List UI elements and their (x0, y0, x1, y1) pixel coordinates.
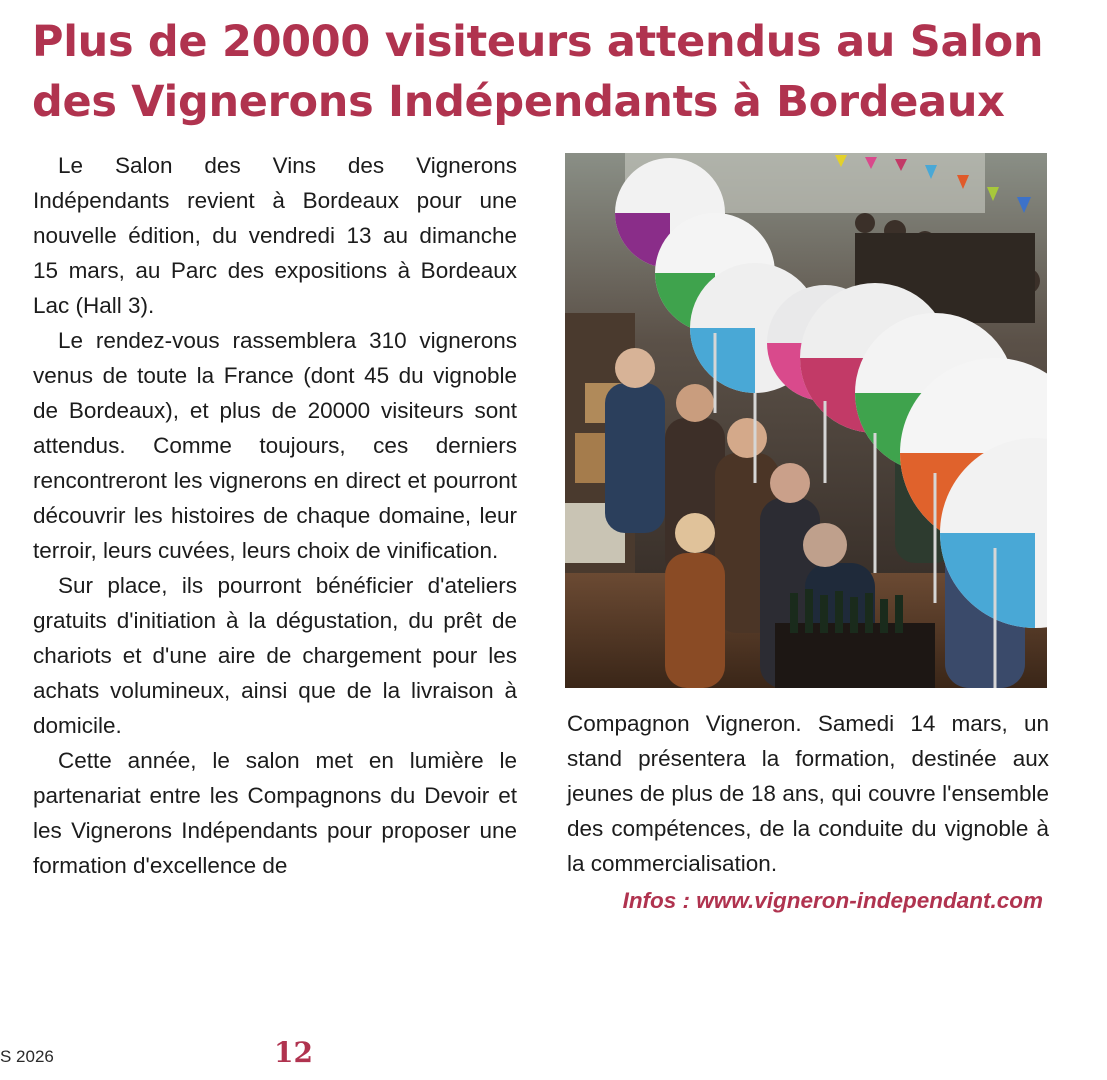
infos-link[interactable]: Infos : www.vigneron-independant.com (622, 888, 1043, 913)
article-headline: Plus de 20000 visiteurs attendus au Salon des Vignerons Indépendants à Bordeaux (32, 17, 1044, 127)
article-paragraph: Le rendez-vous rassemblera 310 vignerons venus de toute la France (dont 45 du vignoble de Bordeaux), et plus de 20000 visiteurs sont attendus. Comme toujours, ces derniers rencontreront les vignerons en direct et pourront découvrir les histoires de chaque domaine, leur terroir, leurs cuvées, leurs choix de vinification. (33, 328, 517, 563)
salon-photo (565, 153, 1047, 688)
article-paragraph: Cette année, le salon met en lumière le partenariat entre les Compagnons du Devoir et les Vignerons Indépendants pour proposer une formation d'excellence de (33, 748, 517, 878)
issue-date: S 2026 (0, 1047, 54, 1066)
article-body-left (33, 148, 517, 883)
article-paragraph: Sur place, ils pourront bénéficier d'ateliers gratuits d'initiation à la dégustation, du prêt de chariots et d'une aire de chargement pour les achats volumineux, ainsi que de la livraison à domicile. (33, 573, 517, 738)
page-number: 12 (274, 1036, 313, 1069)
article-body-right (567, 706, 1049, 918)
article-continuation: Compagnon Vigneron. Samedi 14 mars, un stand présentera la formation, destinée aux jeunes de plus de 18 ans, qui couvre l'ensemble des compétences, de la conduite du vignoble à la commercialisation. (567, 711, 1049, 876)
article-paragraph: Le Salon des Vins des Vignerons Indépendants revient à Bordeaux pour une nouvelle édition, du vendredi 13 au dimanche 15 mars, au Parc des expositions à Bordeaux Lac (Hall 3). (33, 153, 517, 318)
salon-photo-illustration (565, 153, 1047, 688)
